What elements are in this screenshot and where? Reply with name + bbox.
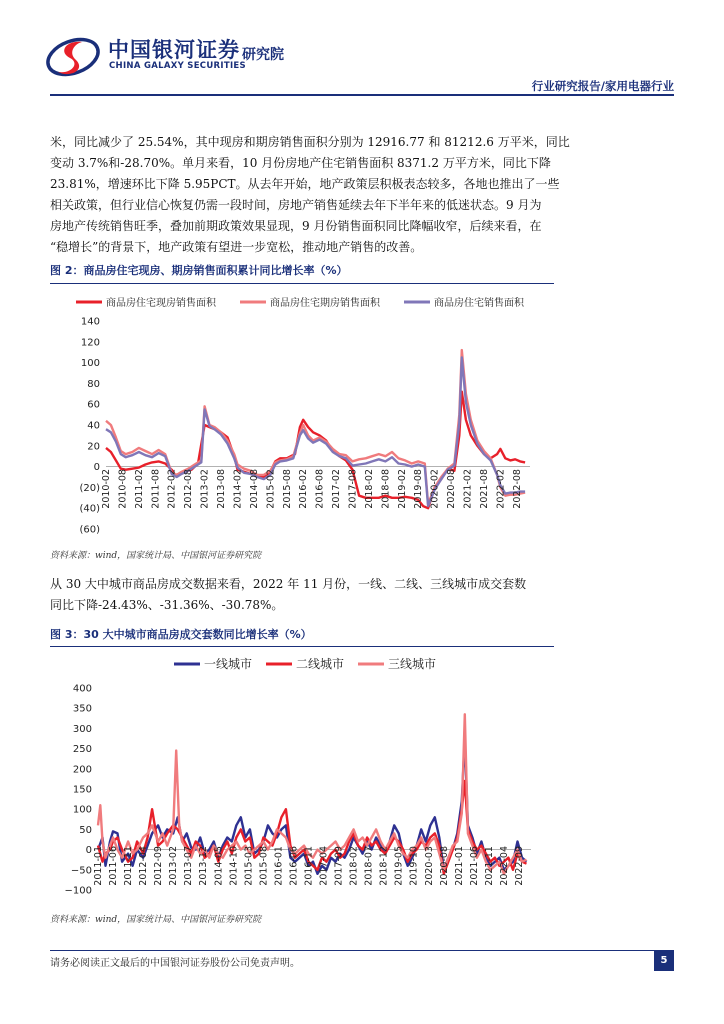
x-tick-label: 2017-08 (347, 469, 359, 509)
report-type: 行业研究报告/家用电器行业 (531, 79, 674, 93)
figure-2-title: 图 2：商品房住宅现房、期房销售面积累计同比增长率（%） (50, 264, 348, 277)
x-tick-label: 2010-02 (101, 469, 112, 509)
x-tick-label: 2018-02 (363, 469, 375, 509)
x-tick-label: 2016-02 (298, 469, 310, 509)
figure-3-chart (50, 650, 554, 904)
brand-name-en: CHINA GALAXY SECURITIES (109, 61, 246, 71)
x-tick-label: 2018-07 (363, 846, 375, 886)
figure-2-source: 资料来源：wind，国家统计局、中国银河证券研究院 (50, 551, 262, 561)
x-tick-label: 2019-10 (408, 846, 420, 886)
paragraph-line: 相关政策，但行业信心恢复仍需一段时间，房地产销售延续去年下半年来的低迷状态。9 月为 (50, 198, 542, 212)
x-tick-label: 2021-11 (483, 846, 495, 886)
x-tick-label: 2022-04 (498, 846, 510, 886)
x-tick-label: 2019-05 (393, 846, 405, 886)
y-tick-label: 350 (72, 703, 92, 715)
y-tick-label: 40 (87, 420, 100, 432)
x-tick-label: 2022-08 (511, 469, 523, 509)
footer-disclaimer: 请务必阅读正文最后的中国银河证券股份公司免责声明。 (50, 958, 300, 969)
x-tick-label: 2017-02 (331, 469, 343, 509)
y-tick-label: −50 (70, 865, 92, 877)
x-tick-label: 2010-08 (117, 469, 129, 509)
y-tick-label: 120 (80, 337, 100, 349)
legend-label: 二线城市 (296, 657, 345, 671)
figure-2-chart (50, 288, 554, 540)
y-tick-label: 0 (85, 845, 92, 857)
brand-institute: 研究院 (242, 47, 284, 63)
page-number: 5 (654, 951, 674, 971)
x-tick-label: 2014-05 (213, 846, 225, 886)
y-tick-label: 300 (72, 723, 92, 735)
figure-3-rule (50, 646, 554, 647)
x-tick-label: 2012-09 (153, 846, 165, 886)
figure-3-title: 图 3：30 大中城市商品房成交套数同比增长率（%） (50, 628, 312, 641)
x-tick-label: 2011-08 (150, 469, 162, 509)
x-tick-label: 2011-02 (133, 469, 145, 509)
x-tick-label: 2017-09 (333, 846, 345, 886)
paragraph-line: 房地产传统销售旺季，叠加前期政策效果显现，9 月份销售面积同比降幅收窄，后续来看，在 (50, 219, 542, 233)
figure-2-rule (50, 283, 554, 284)
y-tick-label: (60) (79, 524, 100, 536)
x-tick-label: 2013-08 (216, 469, 228, 509)
legend-label: 商品房住宅现房销售面积 (106, 298, 216, 309)
x-tick-label: 2013-12 (198, 846, 210, 886)
x-tick-label: 2011-06 (108, 846, 120, 886)
x-tick-label: 2011-01 (93, 846, 104, 886)
galaxy-logo-icon (44, 34, 102, 80)
paragraph-line: 同比下降-24.43%、-31.36%、-30.78%。 (50, 598, 284, 612)
x-tick-label: 2015-08 (281, 469, 293, 509)
x-tick-label: 2013-02 (168, 846, 180, 886)
x-tick-label: 2022-02 (495, 469, 507, 509)
brand-name-cn: 中国银河证券 (108, 38, 240, 62)
y-tick-label: 80 (87, 378, 100, 390)
x-tick-label: 2018-08 (380, 469, 392, 509)
x-tick-label: 2013-07 (183, 846, 195, 886)
x-tick-label: 2015-08 (258, 846, 270, 886)
figure-3-source: 资料来源：wind，国家统计局、中国银河证券研究院 (50, 915, 262, 925)
x-tick-label: 2022-09 (513, 846, 525, 886)
paragraph-line: 米，同比减少了 25.54%，其中现房和期房销售面积分别为 12916.77 和 81212.6 万平米，同比 (50, 135, 570, 149)
x-tick-label: 2020-08 (438, 846, 450, 886)
x-tick-label: 2021-02 (462, 469, 474, 509)
y-tick-label: (20) (79, 482, 100, 494)
y-tick-label: 0 (93, 462, 100, 474)
x-tick-label: 2012-02 (166, 469, 178, 509)
x-tick-label: 2019-08 (413, 469, 425, 509)
legend-label: 三线城市 (388, 657, 437, 671)
body-paragraph-2 (50, 574, 674, 616)
footer-divider (50, 950, 674, 951)
x-tick-label: 2017-04 (318, 846, 330, 886)
x-tick-label: 2012-04 (138, 846, 150, 886)
x-tick-label: 2014-02 (232, 469, 244, 509)
y-tick-label: 250 (72, 744, 92, 756)
paragraph-line: 变动 3.7%和-28.70%。单月来看，10 月份房地产住宅销售面积 8371.2 万平方米，同比下降 (50, 156, 551, 170)
x-tick-label: 2015-03 (243, 846, 255, 886)
x-tick-label: 2012-08 (183, 469, 195, 509)
y-tick-label: 20 (87, 441, 100, 453)
x-tick-label: 2014-10 (228, 846, 240, 886)
x-tick-label: 2021-06 (468, 846, 480, 886)
x-tick-label: 2013-02 (199, 469, 211, 509)
y-tick-label: 150 (72, 784, 92, 796)
paragraph-line: “稳增长”的背景下，地产政策有望进一步宽松，推动地产销售的改善。 (50, 240, 423, 254)
y-tick-label: 100 (72, 804, 92, 816)
y-tick-label: 100 (80, 358, 100, 370)
header-divider (50, 94, 674, 96)
x-tick-label: 2015-02 (265, 469, 277, 509)
paragraph-line: 23.81%，增速环比下降 5.95PCT。从去年开始，地产政策层积极表态较多，各地也推出了一些 (50, 177, 560, 191)
x-tick-label: 2018-02 (348, 846, 360, 886)
x-tick-label: 2016-01 (273, 846, 285, 886)
y-tick-label: 140 (80, 316, 100, 328)
legend-label: 商品房住宅期房销售面积 (270, 298, 380, 309)
body-paragraph-1 (50, 132, 674, 258)
y-tick-label: 400 (72, 683, 92, 695)
y-tick-label: −100 (64, 885, 92, 897)
legend-label: 商品房住宅销售面积 (434, 298, 524, 309)
x-tick-label: 2018-12 (378, 846, 390, 886)
x-tick-label: 2016-06 (288, 846, 300, 886)
x-tick-label: 2021-01 (453, 846, 465, 886)
y-tick-label: 60 (87, 399, 100, 411)
y-tick-label: (40) (79, 503, 100, 515)
x-tick-label: 2016-08 (314, 469, 326, 509)
x-tick-label: 2021-08 (478, 469, 490, 509)
legend-label: 一线城市 (204, 657, 253, 671)
x-tick-label: 2011-11 (123, 846, 135, 886)
y-tick-label: 200 (72, 764, 92, 776)
x-tick-label: 2019-02 (396, 469, 408, 509)
paragraph-line: 从 30 大中城市商品房成交数据来看，2022 年 11 月份，一线、二线、三线城市成交套数 (50, 577, 527, 591)
x-tick-label: 2020-03 (423, 846, 435, 886)
x-tick-label: 2020-08 (446, 469, 458, 509)
x-tick-label: 2020-02 (429, 469, 441, 509)
x-tick-label: 2014-08 (248, 469, 260, 509)
y-tick-label: 50 (79, 824, 92, 836)
x-tick-label: 2016-11 (303, 846, 315, 886)
